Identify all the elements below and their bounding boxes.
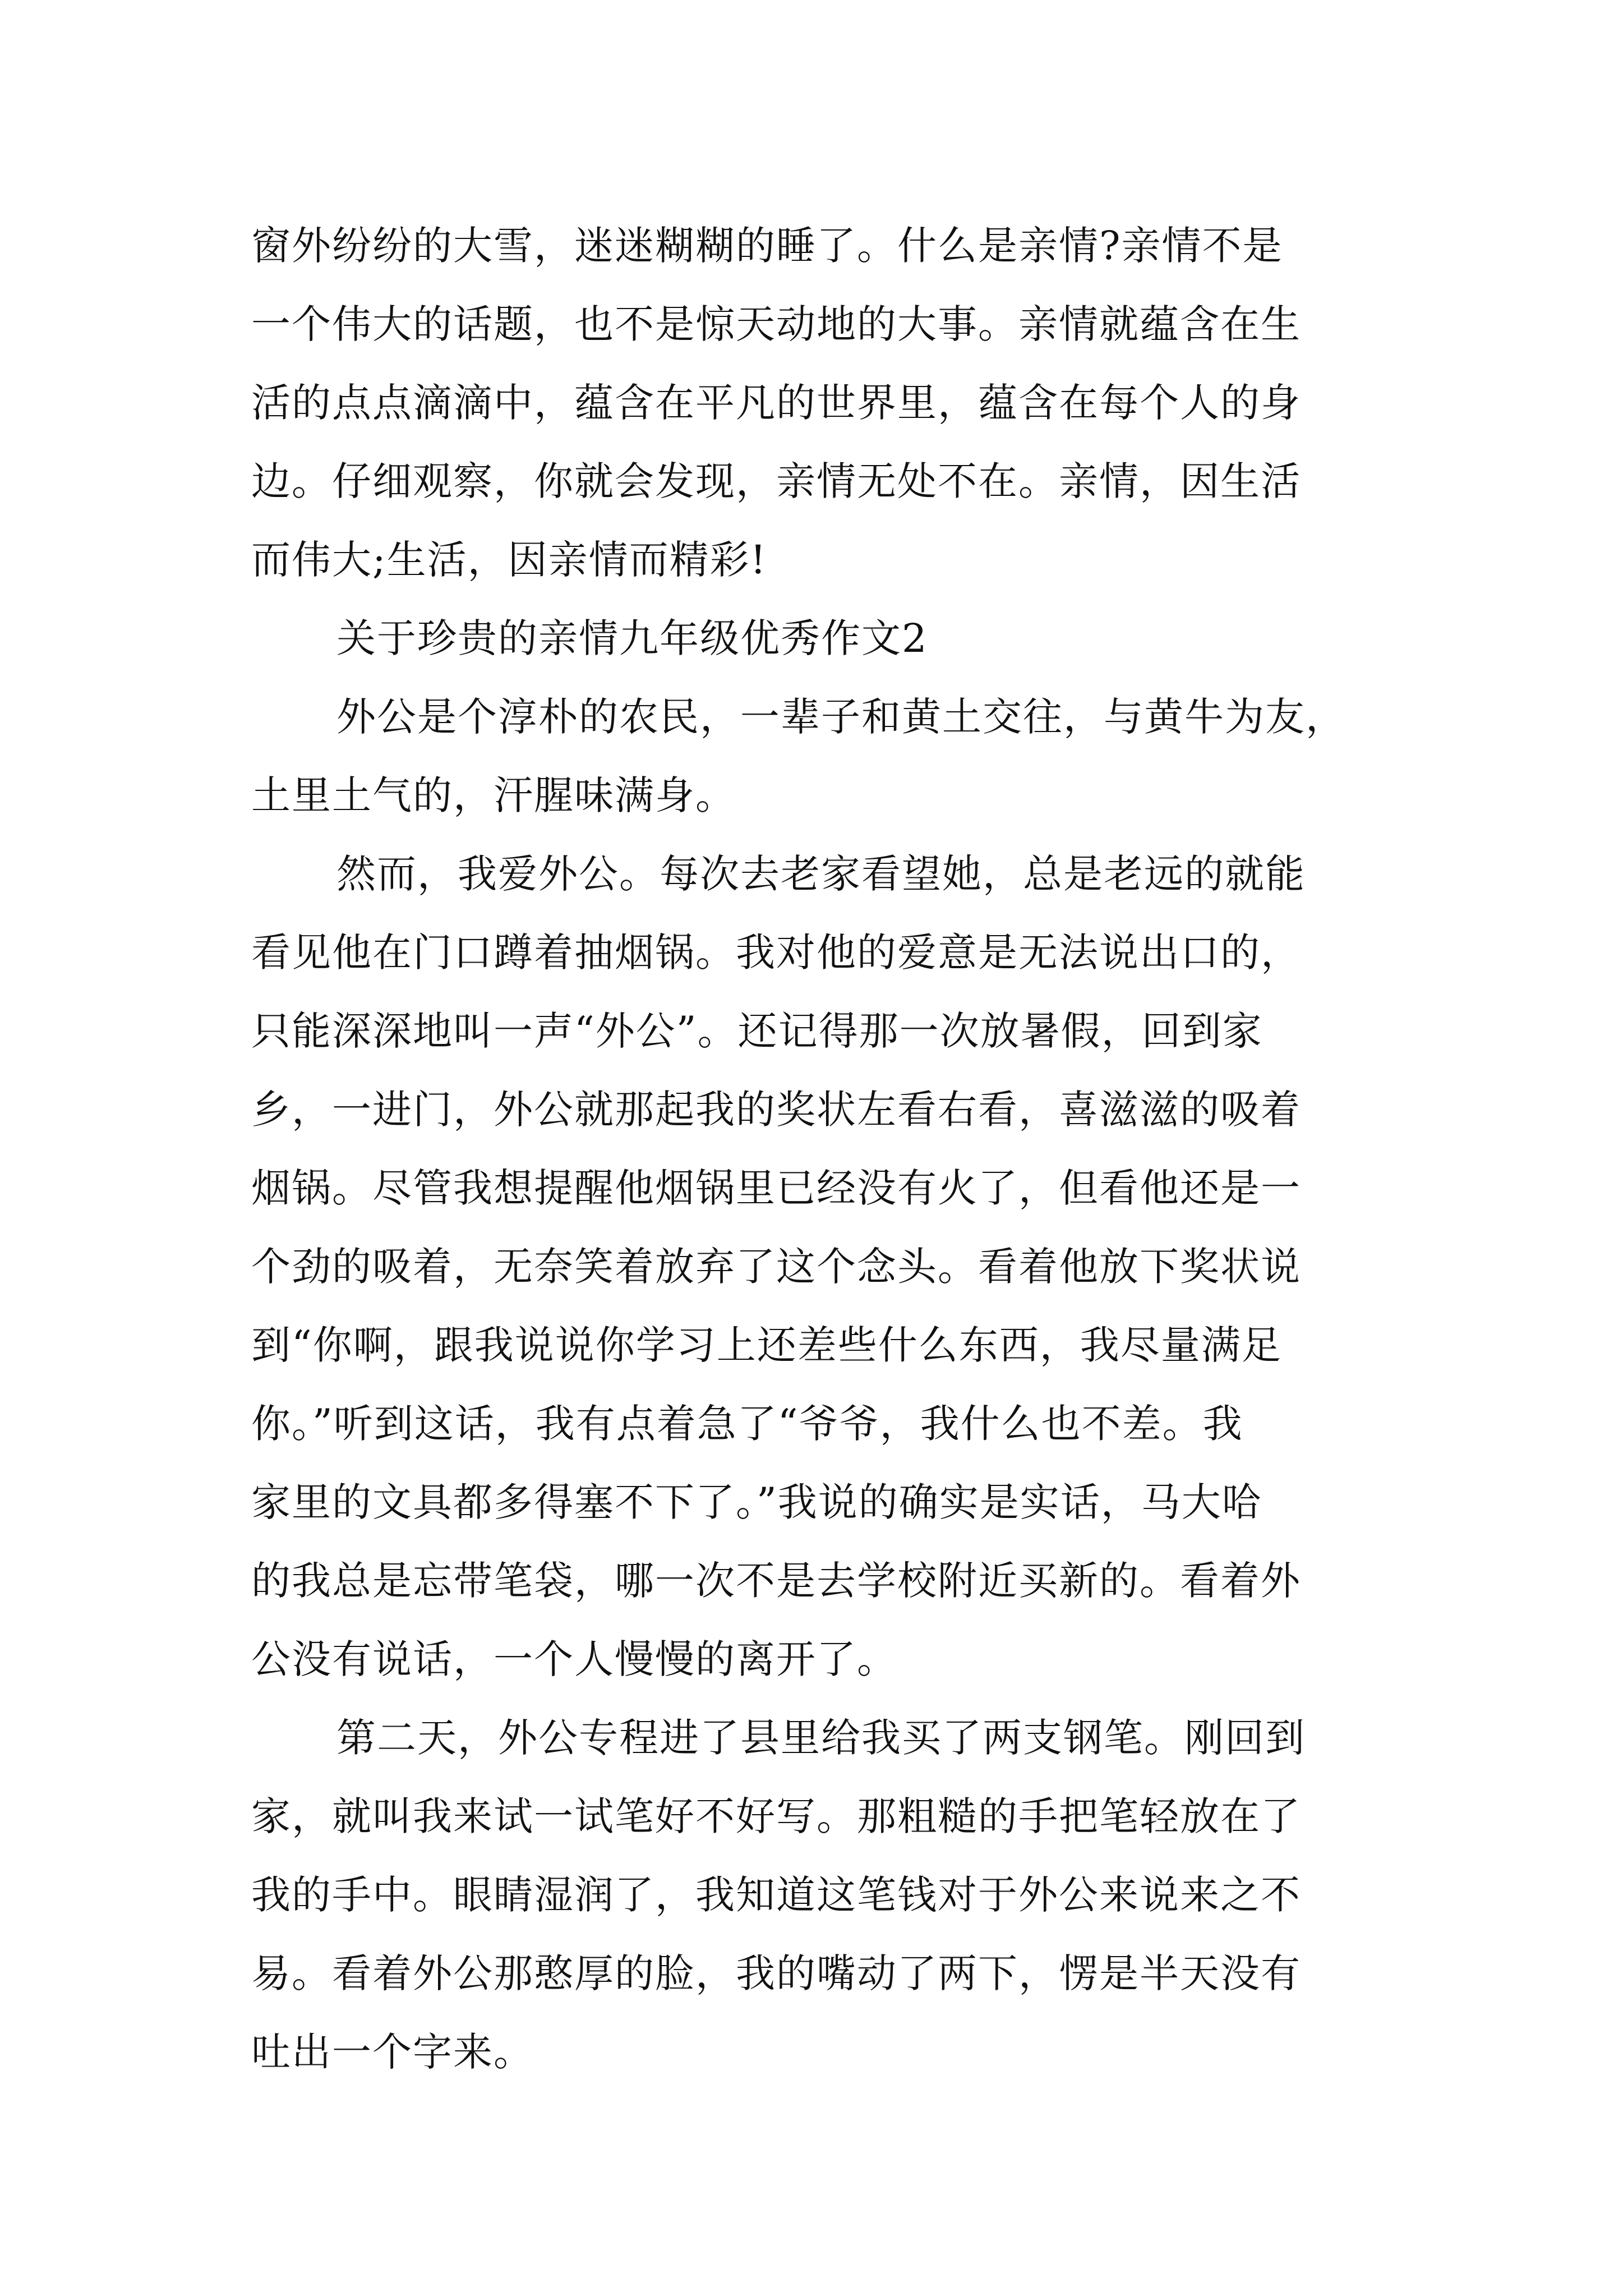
text-line: 家里的文具都多得塞不下了。”我说的确实是实话，马大哈 — [251, 1479, 1262, 1525]
text-line: 我的手中。眼睛湿润了，我知道这笔钱对于外公来说来之不 — [251, 1872, 1301, 1918]
text-line: 边。仔细观察，你就会发现，亲情无处不在。亲情，因生活 — [251, 458, 1301, 504]
text-line: 乡，一进门，外公就那起我的奖状左看右看，喜滋滋的吸着 — [251, 1087, 1301, 1133]
text-line: 然而，我爱外公。每次去老家看望她，总是老远的就能 — [336, 851, 1306, 897]
text-line: 公没有说话，一个人慢慢的离开了。 — [251, 1636, 897, 1682]
text-line: 看见他在门口蹲着抽烟锅。我对他的爱意是无法说出口的， — [251, 930, 1301, 976]
text-line: 易。看着外公那憨厚的脸，我的嘴动了两下，愣是半天没有 — [251, 1950, 1301, 1996]
text-line: 外公是个淳朴的农民，一辈子和黄土交往，与黄牛为友， — [336, 694, 1346, 740]
text-line: 窗外纷纷的大雪，迷迷糊糊的睡了。什么是亲情?亲情不是 — [251, 223, 1283, 269]
section-heading: 关于珍贵的亲情九年级优秀作文2 — [336, 615, 928, 661]
text-line: 土里土气的，汗腥味满身。 — [251, 772, 736, 818]
text-line: 而伟大;生活，因亲情而精彩! — [251, 537, 767, 583]
text-line: 活的点点滴滴中，蕴含在平凡的世界里，蕴含在每个人的身 — [251, 380, 1301, 426]
text-line: 吐出一个字来。 — [251, 2029, 534, 2075]
text-line: 烟锅。尽管我想提醒他烟锅里已经没有火了，但看他还是一 — [251, 1165, 1301, 1211]
text-line: 第二天，外公专程进了县里给我买了两支钢笔。刚回到 — [336, 1715, 1306, 1761]
text-line: 家，就叫我来试一试笔好不好写。那粗糙的手把笔轻放在了 — [251, 1793, 1301, 1839]
text-line: 一个伟大的话题，也不是惊天动地的大事。亲情就蕴含在生 — [251, 301, 1301, 347]
text-line: 的我总是忘带笔袋，哪一次不是去学校附近买新的。看着外 — [251, 1558, 1301, 1604]
text-line: 只能深深地叫一声“外公”。还记得那一次放暑假，回到家 — [251, 1008, 1263, 1054]
text-line: 个劲的吸着，无奈笑着放弃了这个念头。看着他放下奖状说 — [251, 1244, 1301, 1290]
text-line: 你。”听到这话，我有点着急了“爷爷，我什么也不差。我 — [251, 1401, 1243, 1447]
text-line: 到“你啊，跟我说说你学习上还差些什么东西，我尽量满足 — [251, 1322, 1282, 1368]
